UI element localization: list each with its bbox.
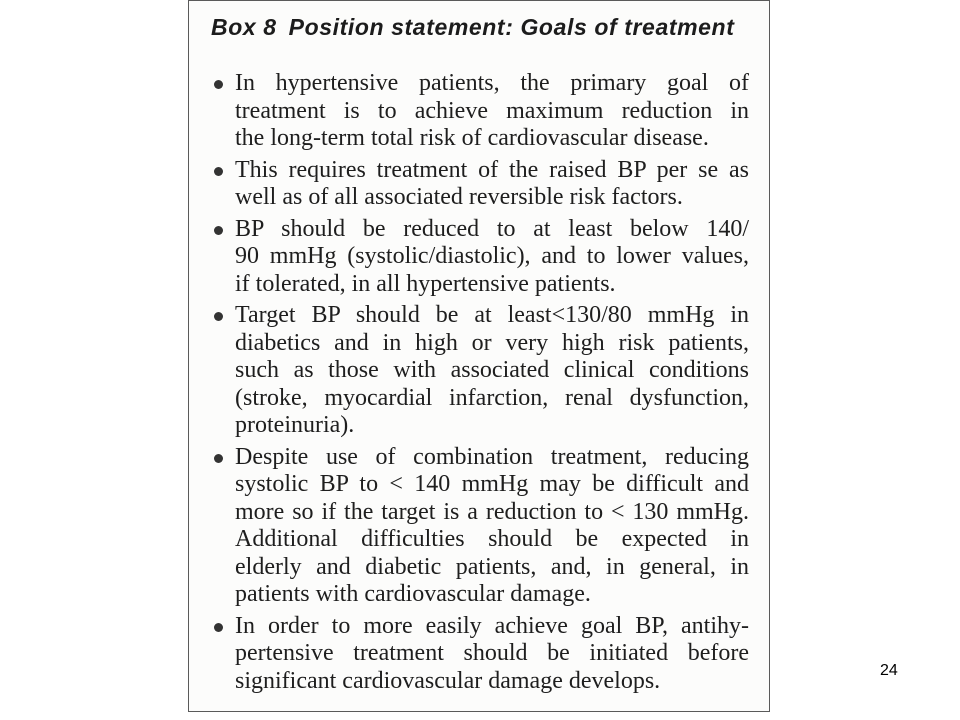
bullet-dot-icon bbox=[214, 80, 223, 89]
bullet-text-line: more so if the target is a reduction to < 130 mmHg. bbox=[235, 498, 749, 525]
bullet-text-line: BP should be reduced to at least below 140/ bbox=[235, 215, 749, 242]
bullet-text-line: well as of all associated reversible risk factors. bbox=[235, 184, 683, 210]
box-heading: Position statement: Goals of treatment bbox=[288, 14, 735, 40]
box-title bbox=[211, 13, 734, 41]
page-number: 24 bbox=[880, 662, 898, 679]
bullet-text-line: (stroke, myocardial infarction, renal dysfunction, bbox=[235, 384, 749, 411]
position-statement-box bbox=[188, 0, 770, 712]
bullet-dot-icon bbox=[214, 454, 223, 463]
bullet-text-line: systolic BP to < 140 mmHg may be difficult and bbox=[235, 471, 749, 497]
bullet-text-line: Additional difficulties should be expected in bbox=[235, 526, 749, 552]
bullet-item bbox=[235, 70, 749, 153]
bullet-text-line: 90 mmHg (systolic/diastolic), and to lower values, bbox=[235, 243, 749, 269]
bullet-text-line: Target BP should be at least<130/80 mmHg in bbox=[235, 302, 749, 328]
bullet-item bbox=[235, 216, 749, 299]
bullet-item bbox=[235, 302, 749, 440]
bullet-list bbox=[235, 70, 749, 699]
bullet-dot-icon bbox=[214, 167, 223, 176]
box-label: Box 8 bbox=[211, 14, 277, 40]
bullet-text-line: the long-term total risk of cardiovascular disease. bbox=[235, 125, 709, 151]
bullet-dot-icon bbox=[214, 623, 223, 632]
bullet-item bbox=[235, 444, 749, 609]
bullet-dot-icon bbox=[214, 312, 223, 321]
bullet-text-line: proteinuria). bbox=[235, 412, 355, 438]
bullet-text-line: patients with cardiovascular damage. bbox=[235, 581, 591, 607]
bullet-text-line: This requires treatment of the raised BP per se as bbox=[235, 156, 749, 183]
bullet-item bbox=[235, 613, 749, 696]
bullet-text-line: significant cardiovascular damage develops. bbox=[235, 667, 661, 694]
bullet-text-line: In hypertensive patients, the primary goal of bbox=[235, 70, 749, 96]
bullet-text-line: such as those with associated clinical conditions bbox=[235, 357, 749, 383]
bullet-text-line: diabetics and in high or very high risk patients, bbox=[235, 329, 749, 356]
bullet-dot-icon bbox=[214, 226, 223, 235]
bullet-text-line: elderly and diabetic patients, and, in general, in bbox=[235, 553, 749, 580]
bullet-text-line: Despite use of combination treatment, reducing bbox=[235, 443, 749, 470]
bullet-item bbox=[235, 157, 749, 212]
bullet-text-line: In order to more easily achieve goal BP, antihy- bbox=[235, 612, 749, 639]
bullet-text-line: treatment is to achieve maximum reduction in bbox=[235, 97, 749, 124]
bullet-text-line: if tolerated, in all hypertensive patients. bbox=[235, 270, 616, 297]
bullet-text-line: pertensive treatment should be initiated before bbox=[235, 640, 749, 666]
